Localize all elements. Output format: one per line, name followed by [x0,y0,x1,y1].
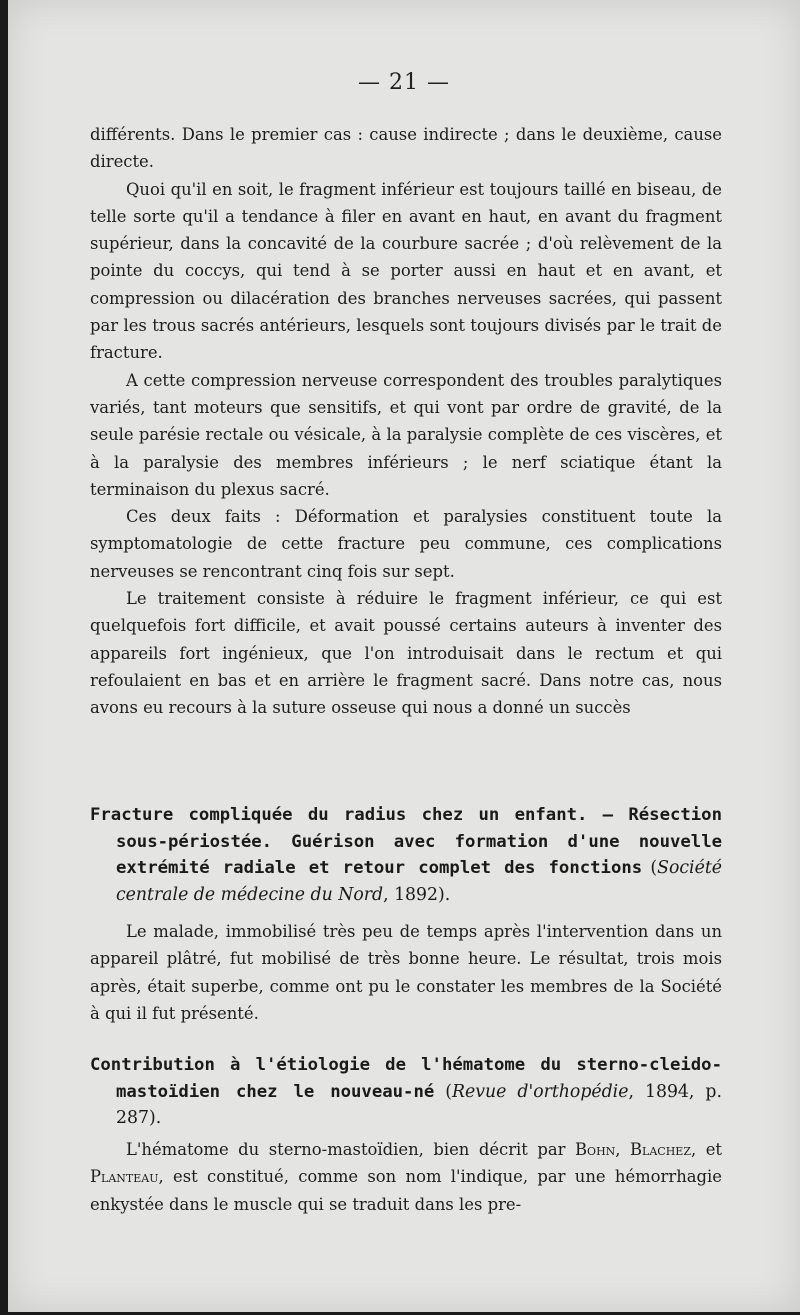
document-page [8,0,800,1312]
section-heading-radius-fracture [90,802,722,908]
paragraph-text: , est constitué, comme son nom l'indique, par une hémorrhagie enkystée dans le muscle qui se traduit dans les pre- [90,1167,722,1214]
paragraph: Quoi qu'il en soit, le fragment inférieur est toujours taillé en biseau, de telle sorte qu'il a tendance à filer en avant en haut, en avant du fragment supérieur, dans la concavité de la courbure sacrée ; d'où relèvement de la pointe du coccys, qui tend à se porter aussi en haut et en avant, et compression ou dilacération des branches nerveuses sacrées, qui passent par les trous sacrés antérieurs, lesquels sont toujours divisés par le trait de fracture. [90,179,722,363]
section-title-text: Contribution à l'étiologie de l'hématome du sterno-cleido-mastoïdien chez le nouveau-né [90,1055,722,1102]
section-title-text: Fracture compliquée du radius chez un enfant. — Résection sous-périostée. Guérison avec formation d'une nouvelle extrémité radiale et retour complet des fonctions [90,805,722,878]
separator: , [615,1140,630,1159]
text-block-radius [90,918,722,1027]
paragraph: Le traitement consiste à réduire le fragment inférieur, ce qui est quelquefois fort difficile, et avait poussé certains auteurs à inventer des appareils fort ingénieux, que l'on introduisait dans le rectum et qui refoulaient en bas et en arrière le fragment sacré. Dans notre cas, nous avons eu recours à la suture osseuse qui nous a donné un succès [90,589,722,718]
reference-open: ( [642,858,658,878]
author-name: Blachez [630,1140,691,1159]
paragraph: Le malade, immobilisé très peu de temps après l'intervention dans un appareil plâtré, fut mobilisé de très bonne heure. Le résultat, trois mois après, était superbe, comme ont pu le constater les membres de la Société à qui il fut présenté. [90,922,722,1023]
reference-close: , 1892). [383,884,451,905]
page-number: — 21 — [358,70,450,95]
paragraph-text: L'hématome du sterno-mastoïdien, bien décrit par [126,1140,575,1159]
paragraph [90,1136,722,1218]
section-title [90,1052,722,1132]
paragraph: Ces deux faits : Déformation et paralysies constituent toute la symptomatologie de cette fracture peu commune, ces complications nerveuses se rencontrant cinq fois sur sept. [90,507,722,581]
author-name: Bohn [575,1140,616,1159]
reference-journal: Société centrale de médecine du Nord [116,858,722,905]
text-block-hematoma [90,1136,722,1218]
separator: , et [690,1140,722,1159]
section-title [90,802,722,908]
text-block-top [90,121,722,722]
reference-close: , 1894, p. 287). [116,1081,722,1128]
reference-open: ( [434,1081,453,1102]
reference-journal: Revue d'orthopédie [452,1081,629,1102]
author-name: Planteau [90,1167,159,1187]
section-heading-hematoma [90,1052,722,1132]
paragraph: A cette compression nerveuse correspondent des troubles paralytiques variés, tant moteurs que sensitifs, et qui vont par ordre de gravité, de la seule parésie rectale ou vésicale, à la paralysie complète de ces viscères, et à la paralysie des membres inférieurs ; le nerf sciatique étant la terminaison du plexus sacré. [90,370,722,499]
paragraph: différents. Dans le premier cas : cause indirecte ; dans le deuxième, cause directe. [90,125,722,172]
